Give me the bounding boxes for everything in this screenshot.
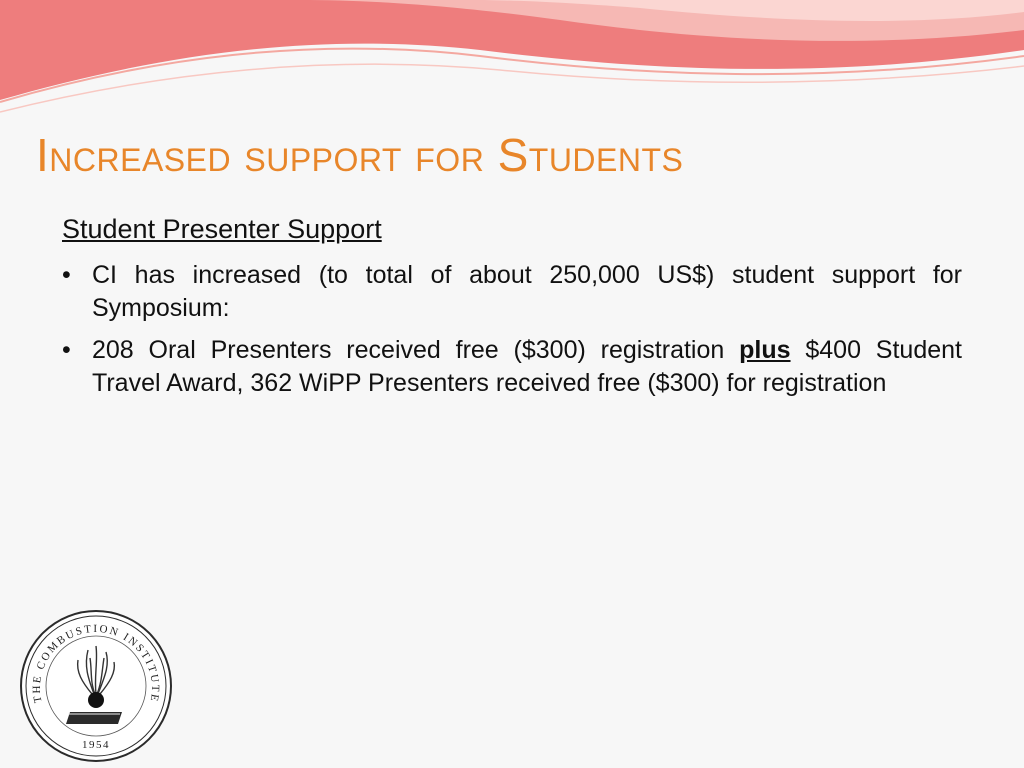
emphasis-word: plus (739, 336, 791, 365)
bullet-list (62, 259, 962, 399)
slide-title: Increased support for Students (36, 129, 684, 181)
bullet-item (62, 259, 962, 324)
bullet-text: CI has increased (to total of about 250,000 US$) student support for Symposium: (92, 261, 962, 322)
bullet-text-after: $400 Student Travel Award, 362 WiPP Presenters received free ($300) for registration (92, 336, 962, 397)
bullet-marker: • (62, 261, 71, 290)
slide-content (62, 212, 962, 409)
bullet-marker: • (62, 336, 71, 365)
bullet-item (62, 334, 962, 399)
seal-ring-text: THE COMBUSTION INSTITUTE (30, 623, 162, 704)
combustion-institute-seal-icon (18, 608, 174, 764)
bullet-text-before: 208 Oral Presenters received free ($300) registration (92, 336, 740, 365)
section-subheading: Student Presenter Support (62, 214, 382, 244)
seal-year: 1954 (82, 739, 110, 751)
header-banner (0, 0, 1024, 130)
